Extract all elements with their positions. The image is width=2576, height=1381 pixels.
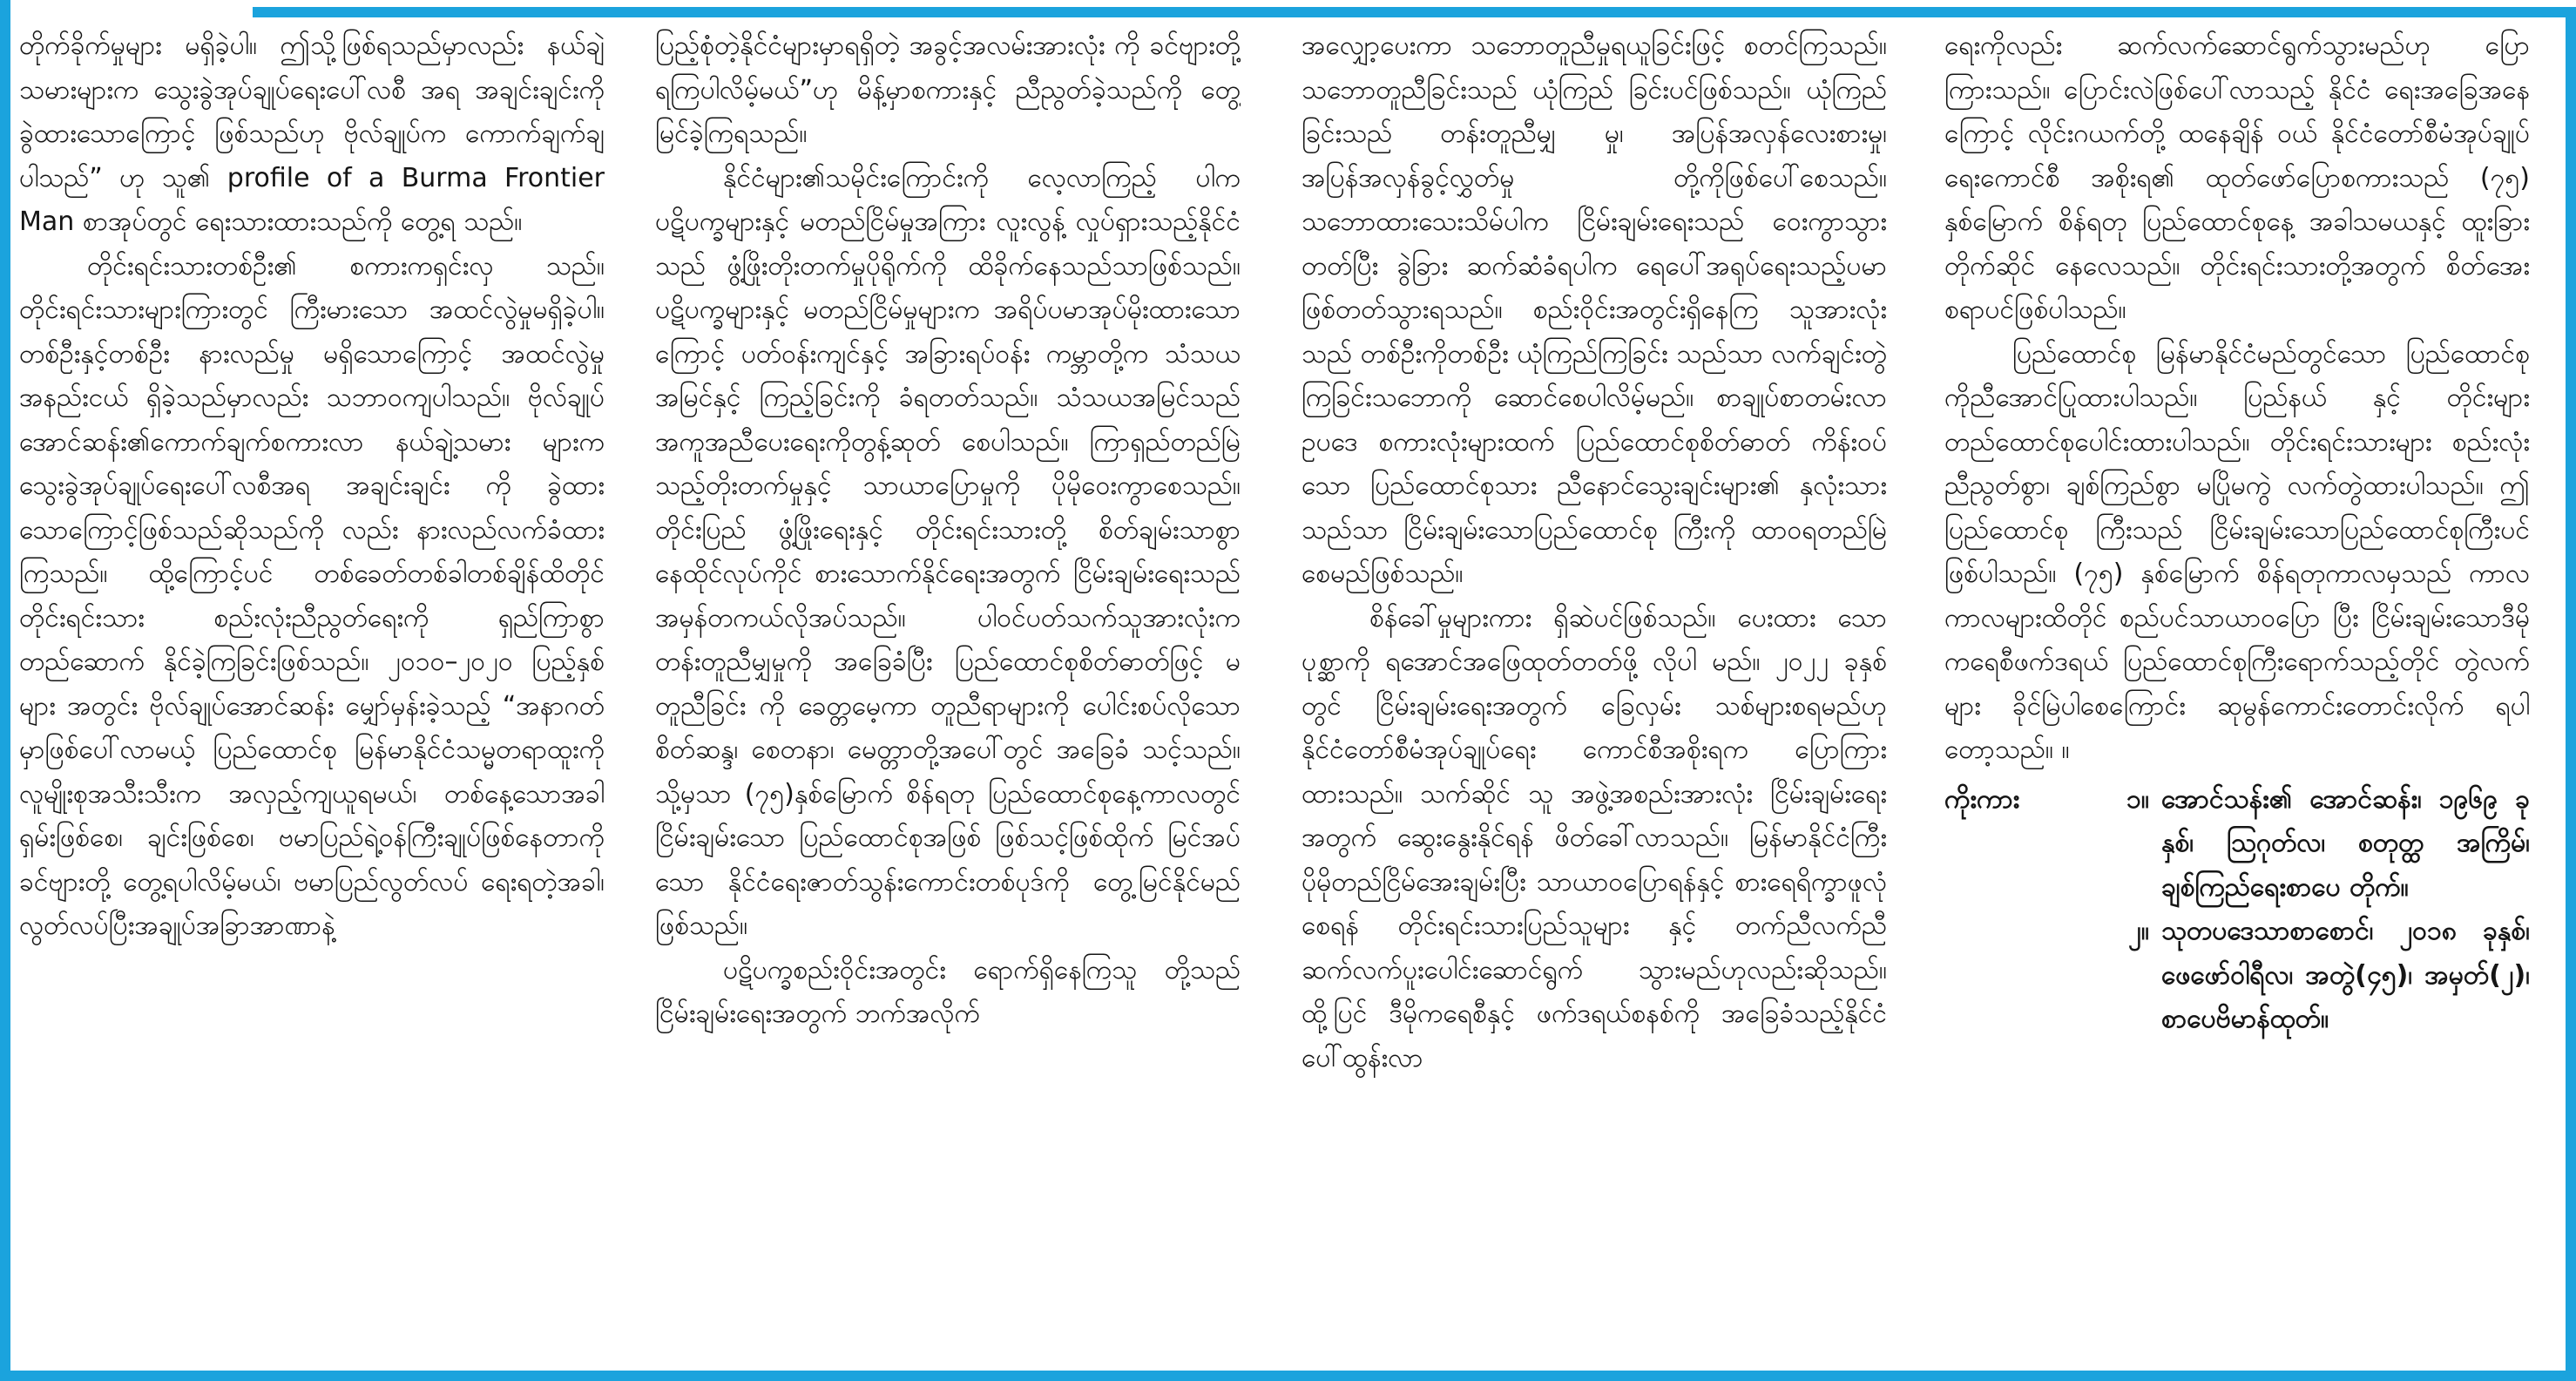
page-border-bottom [0, 1371, 2576, 1381]
paragraph: တိုင်းရင်းသားတစ်ဦး၏ စကားကရှင်းလှ သည်။ တိုင်းရင်းသားများကြားတွင် ကြီးမားသော အထင်လွဲမှုမရှိခဲ့ပါ။ တစ်ဦးနှင့်တစ်ဦး နားလည်မှု မရှိသောကြောင့် အထင်လွဲမှုအနည်းငယ် ရှိခဲ့သည်မှာလည်း သဘာဝကျပါသည်။ ဗိုလ်ချုပ် အောင်ဆန်း၏ကောက်ချက်စကားလာ နယ်ချဲ့သမား များက သွေးခွဲအုပ်ချုပ်ရေးပေါ်လစီအရ အချင်းချင်း ကို ခွဲထားသောကြောင့်ဖြစ်သည်ဆိုသည်ကို လည်း နားလည်လက်ခံထားကြသည်။ ထို့ကြောင့်ပင် တစ်ခေတ်တစ်ခါတစ်ချိန်ထိတိုင် တိုင်းရင်းသား စည်းလုံးညီညွတ်ရေးကို ရှည်ကြာစွာ တည်ဆောက် နိုင်ခဲ့ကြခြင်းဖြစ်သည်။ ၂၀၁၀–၂၀၂၀ ပြည့်နှစ်များ အတွင်း ဗိုလ်ချုပ်အောင်ဆန်း မျှော်မှန်းခဲ့သည့် “အနာဂတ်မှာဖြစ်ပေါ်လာမယ့် ပြည်ထောင်စု မြန်မာနိုင်ငံသမ္မတရာထူးကို လူမျိုးစုအသီးသီးက အလှည့်ကျယူရမယ်၊ တစ်နေ့သောအခါ ရှမ်းဖြစ်စေ၊ ချင်းဖြစ်စေ၊ ဗမာပြည်ရဲ့ဝန်ကြီးချုပ်ဖြစ်နေတာကို ခင်ဗျားတို့ တွေ့ရပါလိမ့်မယ်၊ ဗမာပြည်လွတ်လပ် ရေးရတဲ့အခါ၊ လွတ်လပ်ပြီးအချုပ်အခြာအာဏာနဲ့ [19, 250, 605, 941]
reference-text: သုတပဒေသာစာစောင်၊ ၂၀၁၈ ခုနှစ်၊ ဖေဖော်ဝါရီလ၊ အတွဲ(၄၅)၊ အမှတ်(၂)၊ စာပေဗိမာန်ထုတ်။ [2161, 916, 2530, 1034]
text-column-4 [1944, 24, 2530, 1362]
paragraph: ရေးကိုလည်း ဆက်လက်ဆောင်ရွက်သွားမည်ဟု ပြောကြားသည်။ ပြောင်းလဲဖြစ်ပေါ်လာသည့် နိုင်ငံ ရေးအခြေအနေကြောင့် လိုင်းဂယက်တို့ ထနေချိန် ဝယ် နိုင်ငံတော်စီမံအုပ်ချုပ်ရေးကောင်စီ အစိုးရ၏ ထုတ်ဖော်ပြောစကားသည် (၇၅) နှစ်မြောက် စိန်ရတု ပြည်ထောင်စုနေ့ အခါသမယနှင့် ထူးခြားတိုက်ဆိုင် နေလေသည်။ တိုင်းရင်းသားတို့အတွက် စိတ်အေး စရာပင်ဖြစ်ပါသည်။ [1944, 30, 2530, 325]
page-border-top [253, 7, 2576, 17]
paragraph: တိုက်ခိုက်မှုများ မရှိခဲ့ပါ။ ဤသို့ဖြစ်ရသည်မှာလည်း နယ်ချဲ့သမားများက သွေးခွဲအုပ်ချုပ်ရေးပေါ်လစီ အရ အချင်းချင်းကို ခွဲထားသောကြောင့် ဖြစ်သည်ဟု ဗိုလ်ချုပ်က ကောက်ချက်ချပါသည်” ဟု သူ၏ profile of a Burma Frontier Man စာအုပ်တွင် ရေးသားထားသည်ကို တွေ့ရ သည်။ [19, 30, 605, 237]
reference-text: အောင်သန်း၏ အောင်ဆန်း၊ ၁၉၆၉ ခုနှစ်၊ ဩဂုတ်လ၊ စတုတ္ထ အကြိမ်၊ ချစ်ကြည်ရေးစာပေ တိုက်။ [2161, 783, 2530, 903]
page-border-right [2566, 7, 2576, 1381]
references-section [1944, 778, 2530, 1042]
text-column-2 [655, 24, 1241, 1362]
text-column-1 [19, 24, 605, 1362]
reference-item [1944, 910, 2530, 1042]
paragraph: နိုင်ငံများ၏သမိုင်းကြောင်းကို လေ့လာကြည့် ပါက ပဋိပက္ခများနှင့် မတည်ငြိမ်မှုအကြား လူးလွန့် လှုပ်ရှားသည့်နိုင်ငံသည် ဖွံ့ဖြိုးတိုးတက်မှုပိုရိုက်ကို ထိခိုက်နေသည်သာဖြစ်သည်။ ပဋိပက္ခများနှင့် မတည်ငြိမ်မှုများက အရိပ်ပမာအုပ်မိုးထားသော ကြောင့် ပတ်ဝန်းကျင်နှင့် အခြားရပ်ဝန်း ကမ္ဘာတို့က သံသယအမြင်နှင့် ကြည့်ခြင်းကို ခံရတတ်သည်။ သံသယအမြင်သည် အကူအညီပေးရေးကိုတွန့်ဆုတ် စေပါသည်။ ကြာရှည်တည်မြဲသည့်တိုးတက်မှုနှင့် သာယာပြောမှုကို ပိုမိုဝေးကွာစေသည်။ တိုင်းပြည် ဖွံ့ဖြိုးရေးနှင့် တိုင်းရင်းသားတို့ စိတ်ချမ်းသာစွာ နေထိုင်လုပ်ကိုင် စားသောက်နိုင်ရေးအတွက် ငြိမ်းချမ်းရေးသည် အမှန်တကယ်လိုအပ်သည်။ ပါဝင်ပတ်သက်သူအားလုံးက တန်းတူညီမျှမှုကို အခြေခံပြီး ပြည်ထောင်စုစိတ်ဓာတ်ဖြင့် မတူညီခြင်း ကို ခေတ္တမေ့ကာ တူညီရာများကို ပေါင်းစပ်လိုသော စိတ်ဆန္ဒ၊ စေတနာ၊ မေတ္တာတို့အပေါ်တွင် အခြေခံ သင့်သည်။ သို့မှသာ (၇၅)နှစ်မြောက် စိန်ရတု ပြည်ထောင်စုနေ့ကာလတွင် ငြိမ်းချမ်းသော ပြည်ထောင်စုအဖြစ် ဖြစ်သင့်ဖြစ်ထိုက် မြင်အပ် သော နိုင်ငံရေးဇာတ်သွန်းကောင်းတစ်ပုဒ်ကို တွေ့မြင်နိုင်မည်ဖြစ်သည်။ [655, 162, 1241, 941]
reference-number: ၁။ [2126, 783, 2149, 815]
reference-number: ၂။ [2128, 916, 2149, 946]
page-border-left [0, 0, 10, 1381]
text-column-3 [1302, 24, 1887, 1362]
paragraph: အလျှော့ပေးကာ သဘောတူညီမှုရယူခြင်းဖြင့် စတင်ကြသည်။ သဘောတူညီခြင်းသည် ယုံကြည် ခြင်းပင်ဖြစ်သည်။ ယုံကြည်ခြင်းသည် တန်းတူညီမျှ မှု၊ အပြန်အလှန်လေးစားမှု၊ အပြန်အလှန်ခွင့်လွှတ်မှု တို့ကိုဖြစ်ပေါ်စေသည်။ သဘောထားသေးသိမ်ပါက ငြိမ်းချမ်းရေးသည် ဝေးကွာသွားတတ်ပြီး ခွဲခြား ဆက်ဆံခံရပါက ရေပေါ်အရုပ်ရေးသည့်ပမာ ဖြစ်တတ်သွားရသည်။ စည်းဝိုင်းအတွင်းရှိနေကြ သူအားလုံးသည် တစ်ဦးကိုတစ်ဦး ယုံကြည်ကြခြင်း သည်သာ လက်ချင်းတွဲကြခြင်းသဘောကို ဆောင်စေပါလိမ့်မည်။ စာချုပ်စာတမ်းလာ ဥပဒေ စကားလုံးများထက် ပြည်ထောင်စုစိတ်ဓာတ် ကိန်းဝပ် သော ပြည်ထောင်စုသား ညီနောင်သွေးချင်းများ၏ နှလုံးသားသည်သာ ငြိမ်းချမ်းသောပြည်ထောင်စု ကြီးကို ထာဝရတည်မြဲစေမည်ဖြစ်သည်။ [1302, 30, 1887, 589]
paragraph: စိန်ခေါ်မှုများကား ရှိဆဲပင်ဖြစ်သည်။ ပေးထား သောပုစ္ဆာကို ရအောင်အဖြေထုတ်တတ်ဖို့ လိုပါ မည်။ ၂၀၂၂ ခုနှစ်တွင် ငြိမ်းချမ်းရေးအတွက် ခြေလှမ်း သစ်များစရမည်ဟု နိုင်ငံတော်စီမံအုပ်ချုပ်ရေး ကောင်စီအစိုးရက ပြောကြားထားသည်။ သက်ဆိုင် သူ အဖွဲ့အစည်းအားလုံး ငြိမ်းချမ်းရေးအတွက် ဆွေးနွေးနိုင်ရန် ဖိတ်ခေါ်လာသည်။ မြန်မာနိုင်ငံကြီး ပိုမိုတည်ငြိမ်အေးချမ်းပြီး သာယာဝပြောရန်နှင့် စားရေရိက္ခာဖူလုံစေရန် တိုင်းရင်းသားပြည်သူများ နှင့် တက်ညီလက်ညီ ဆက်လက်ပူးပေါင်းဆောင်ရွက် သွားမည်ဟုလည်းဆိုသည်။ ထို့ပြင် ဒီမိုကရေစီနှင့် ဖက်ဒရယ်စနစ်ကို အခြေခံသည့်နိုင်ငံ ပေါ်ထွန်းလာ [1302, 602, 1887, 1073]
paragraph: ပြည်ထောင်စု မြန်မာနိုင်ငံမည်တွင်သော ပြည်ထောင်စုကိုညီအောင်ပြုထားပါသည်။ ပြည်နယ် နှင့် တိုင်းများ တည်ထောင်စုပေါင်းထားပါသည်။ တိုင်းရင်းသားများ စည်းလုံးညီညွတ်စွာ၊ ချစ်ကြည်စွာ မပြိုမကွဲ လက်တွဲထားပါသည်။ ဤပြည်ထောင်စု ကြီးသည် ငြိမ်းချမ်းသောပြည်ထောင်စုကြီးပင် ဖြစ်ပါသည်။ (၇၅) နှစ်မြောက် စိန်ရတုကာလမှသည် ကာလ ကာလများထိတိုင် စည်ပင်သာယာဝပြော ပြီး ငြိမ်းချမ်းသောဒီမိုကရေစီဖက်ဒရယ် ပြည်ထောင်စုကြီးရောက်သည့်တိုင် တွဲလက်များ ခိုင်မြဲပါစေကြောင်း ဆုမွန်ကောင်းတောင်းလိုက် ရပါတော့သည်။ ။ [1944, 338, 2530, 765]
references-heading: ကိုးကား [1944, 783, 2020, 815]
paragraph: ပြည့်စုံတဲ့နိုင်ငံများမှာရရှိတဲ့ အခွင့်အလမ်းအားလုံး ကို ခင်ဗျားတို့ ရကြပါလိမ့်မယ်”ဟု မိန့်မှာစကားနှင့် ညီညွတ်ခဲ့သည်ကို တွေ့မြင်ခဲ့ကြရသည်။ [655, 30, 1241, 149]
paragraph: ပဋိပက္ခစည်းဝိုင်းအတွင်း ရောက်ရှိနေကြသူ တို့သည် ငြိမ်းချမ်းရေးအတွက် ဘက်အလိုက် [655, 954, 1241, 1029]
reference-item [1944, 778, 2530, 911]
